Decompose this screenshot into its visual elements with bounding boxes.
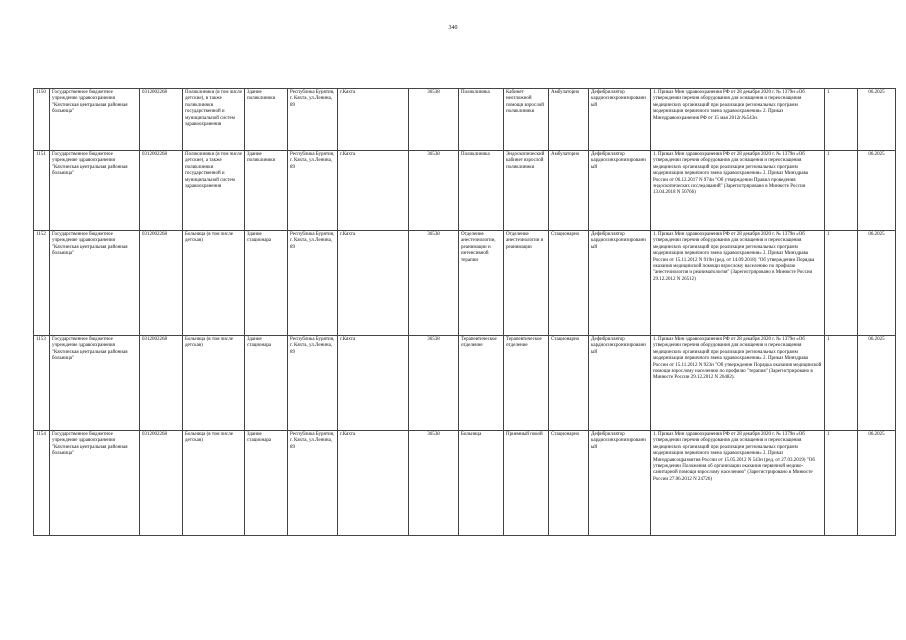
delivery-date-cell: 06.2025 [858, 89, 896, 151]
care-type-cell: Стационарно [549, 336, 589, 431]
quantity-cell: 1 [825, 151, 858, 231]
table-row [34, 431, 896, 536]
equipment-name-cell: Дефибриллятор кардиосинхронизированный [589, 431, 651, 536]
equipment-name-cell: Дефибриллятор кардиосинхронизированный [589, 231, 651, 336]
organization-name-cell: Государственное бюджетное учреждение здравоохранения "Кяхтинская центральная районная больница" [50, 431, 140, 536]
row-number-cell: 1153 [34, 336, 50, 431]
building-name-cell: Здание стационара [245, 431, 288, 536]
equipment-register-table [33, 88, 896, 536]
room-name-cell: Терапевтическое отделение [504, 336, 549, 431]
subdivision-type-cell: Больница (в том числе детская) [183, 336, 245, 431]
row-number-cell: 1150 [34, 89, 50, 151]
address-cell: Республика Бурятия, г. Кяхта, ул.Ленина, 89 [288, 431, 338, 536]
room-name-cell: Приемный покой [504, 431, 549, 536]
building-name-cell: Здание поликлиники [245, 151, 288, 231]
equipment-name-cell: Дефибриллятор кардиосинхронизированный [589, 336, 651, 431]
inn-code-cell: 0312002268 [140, 151, 183, 231]
inn-code-cell: 0312002268 [140, 231, 183, 336]
table-body [34, 89, 896, 536]
subdivision-type-cell: Поликлиники (в том числе детские), в также поликлиники государственной и муниципальной систем здравоохранения [183, 89, 245, 151]
care-type-cell: Амбулаторно [549, 151, 589, 231]
unit-name-cell: Поликлиника [459, 151, 504, 231]
row-number-cell: 1152 [34, 231, 50, 336]
unit-name-cell: Терапевтическое отделение [459, 336, 504, 431]
legal-basis-cell: 1. Приказ Мин здравоохранения РФ от 28 декабря 2020 г. № 1379н «Об утверждении перечня оборудования для оснащения и переоснащения медицинских организаций при реализации региональных программ модернизации первичного звена здравоохранения» 2. Приказ Минздрава России от 06.12.2017 N 974н "Об утверждении Правил проведения эндоскопических исследований" (Зарегистрировано в Минюсте России 13.04.2018 N 50766) [651, 151, 825, 231]
inn-code-cell: 0312002268 [140, 89, 183, 151]
row-number-cell: 1154 [34, 431, 50, 536]
quantity-cell: 1 [825, 431, 858, 536]
room-name-cell: Эндоскопический кабинет взрослой поликлиники [504, 151, 549, 231]
address-cell: Республика Бурятия, г. Кяхта, ул.Ленина, 89 [288, 231, 338, 336]
quantity-cell: 1 [825, 336, 858, 431]
building-name-cell: Здание поликлиники [245, 89, 288, 151]
legal-basis-cell: 1. Приказ Мин здравоохранения РФ от 28 декабря 2020 г. № 1379н «Об утверждении перечня оборудования для оснащения и переоснащения медицинских организаций при реализации региональных программ модернизации первичного звена здравоохранения» 2. Приказ Минздравсоцразвития России от 15.05.2012 N 543н (ред. от 27.03.2019) "Об утверждении Положения об организации оказания первичной медико-санитарной помощи взрослому населению" (Зарегистрировано в Минюсте России 27.06.2012 N 24726) [651, 431, 825, 536]
oktmo-code-cell: 36538 [409, 89, 459, 151]
city-cell: г.Кяхта [338, 336, 409, 431]
delivery-date-cell: 06.2025 [858, 431, 896, 536]
oktmo-code-cell: 36538 [409, 151, 459, 231]
address-cell: Республика Бурятия, г. Кяхта, ул.Ленина, 89 [288, 336, 338, 431]
address-cell: Республика Бурятия, г. Кяхта, ул.Ленина, 89 [288, 89, 338, 151]
inn-code-cell: 0312002268 [140, 336, 183, 431]
oktmo-code-cell: 36538 [409, 336, 459, 431]
delivery-date-cell: 06.2025 [858, 151, 896, 231]
city-cell: г.Кяхта [338, 151, 409, 231]
subdivision-type-cell: Больница (в том числе детская) [183, 431, 245, 536]
table-row [34, 89, 896, 151]
city-cell: г.Кяхта [338, 431, 409, 536]
quantity-cell: 1 [825, 231, 858, 336]
unit-name-cell: Поликлиника [459, 89, 504, 151]
building-name-cell: Здание стационара [245, 336, 288, 431]
room-name-cell: Отделение анестезиологии и реанимации [504, 231, 549, 336]
building-name-cell: Здание стационара [245, 231, 288, 336]
page-number: 340 [448, 25, 458, 31]
equipment-name-cell: Дефибриллятор кардиосинхронизированный [589, 151, 651, 231]
organization-name-cell: Государственное бюджетное учреждение здравоохранения "Кяхтинская центральная районная больница" [50, 231, 140, 336]
care-type-cell: Стационарно [549, 231, 589, 336]
subdivision-type-cell: Поликлиники (в том числе детские), а также поликлиники государственной и муниципальной систем здравоохранения [183, 151, 245, 231]
address-cell: Республика Бурятия, г. Кяхта, ул.Ленина, 89 [288, 151, 338, 231]
quantity-cell: 1 [825, 89, 858, 151]
legal-basis-cell: 1. Приказ Мин здравоохранения РФ от 28 декабря 2020 г. № 1379н «Об утверждении перечня оборудования для оснащения и переоснащения медицинских организаций при реализации региональных программ модернизации первичного звена здравоохранения» 2. Приказ Минздравоохранения РФ от 15 мая 2012г.№543н. [651, 89, 825, 151]
legal-basis-cell: 1. Приказ Мин здравоохранения РФ от 28 декабря 2020 г. № 1379н «Об утверждении перечня оборудования для оснащения и переоснащения медицинских организаций при реализации региональных программ модернизации первичного звена здравоохранения» 2. Приказ Минздрава России от 15.11.2012 N 919н (ред. от 14.09.2018) "Об утверждении Порядка оказания медицинской помощи взрослому населению по профилю "анестезиология и реаниматология" (Зарегистрировано в Минюсте России 29.12.2012 N 26512) [651, 231, 825, 336]
row-number-cell: 1151 [34, 151, 50, 231]
unit-name-cell: Больница [459, 431, 504, 536]
organization-name-cell: Государственное бюджетное учреждение здравоохранения "Кяхтинская центральная районная больница" [50, 89, 140, 151]
table-row [34, 336, 896, 431]
legal-basis-cell: 1. Приказ Мин здравоохранения РФ от 28 декабря 2020 г. № 1379н «Об утверждении перечня оборудования для оснащения и переоснащения медицинских организаций при реализации региональных программ модернизации первичного звена здравоохранения» 2. Приказ Минздрава России от 15.11.2012 N 923н "Об утверждении Порядка оказания медицинской помощи взрослому населению по профилю "терапия" (Зарегистрировано в Минюсте России 29.12.2012 N 26482). [651, 336, 825, 431]
delivery-date-cell: 06.2025 [858, 231, 896, 336]
oktmo-code-cell: 36538 [409, 431, 459, 536]
table-row [34, 231, 896, 336]
delivery-date-cell: 06.2025 [858, 336, 896, 431]
subdivision-type-cell: Больница (в том числе детская) [183, 231, 245, 336]
inn-code-cell: 0312002268 [140, 431, 183, 536]
oktmo-code-cell: 36538 [409, 231, 459, 336]
care-type-cell: Амбулаторно [549, 89, 589, 151]
city-cell: г.Кяхта [338, 231, 409, 336]
equipment-name-cell: Дефибриллятор кардиосинхронизированный [589, 89, 651, 151]
room-name-cell: Кабинет неотложной помощи взрослой поликлиники [504, 89, 549, 151]
unit-name-cell: Отделение анестезиологии, реанимации и интенсивной терапии [459, 231, 504, 336]
table-row [34, 151, 896, 231]
organization-name-cell: Государственное бюджетное учреждение здравоохранения "Кяхтинская центральная районная больница" [50, 336, 140, 431]
city-cell: г.Кяхта [338, 89, 409, 151]
care-type-cell: Стационарно [549, 431, 589, 536]
organization-name-cell: Государственное бюджетное учреждение здравоохранения "Кяхтинская центральная районная больница" [50, 151, 140, 231]
